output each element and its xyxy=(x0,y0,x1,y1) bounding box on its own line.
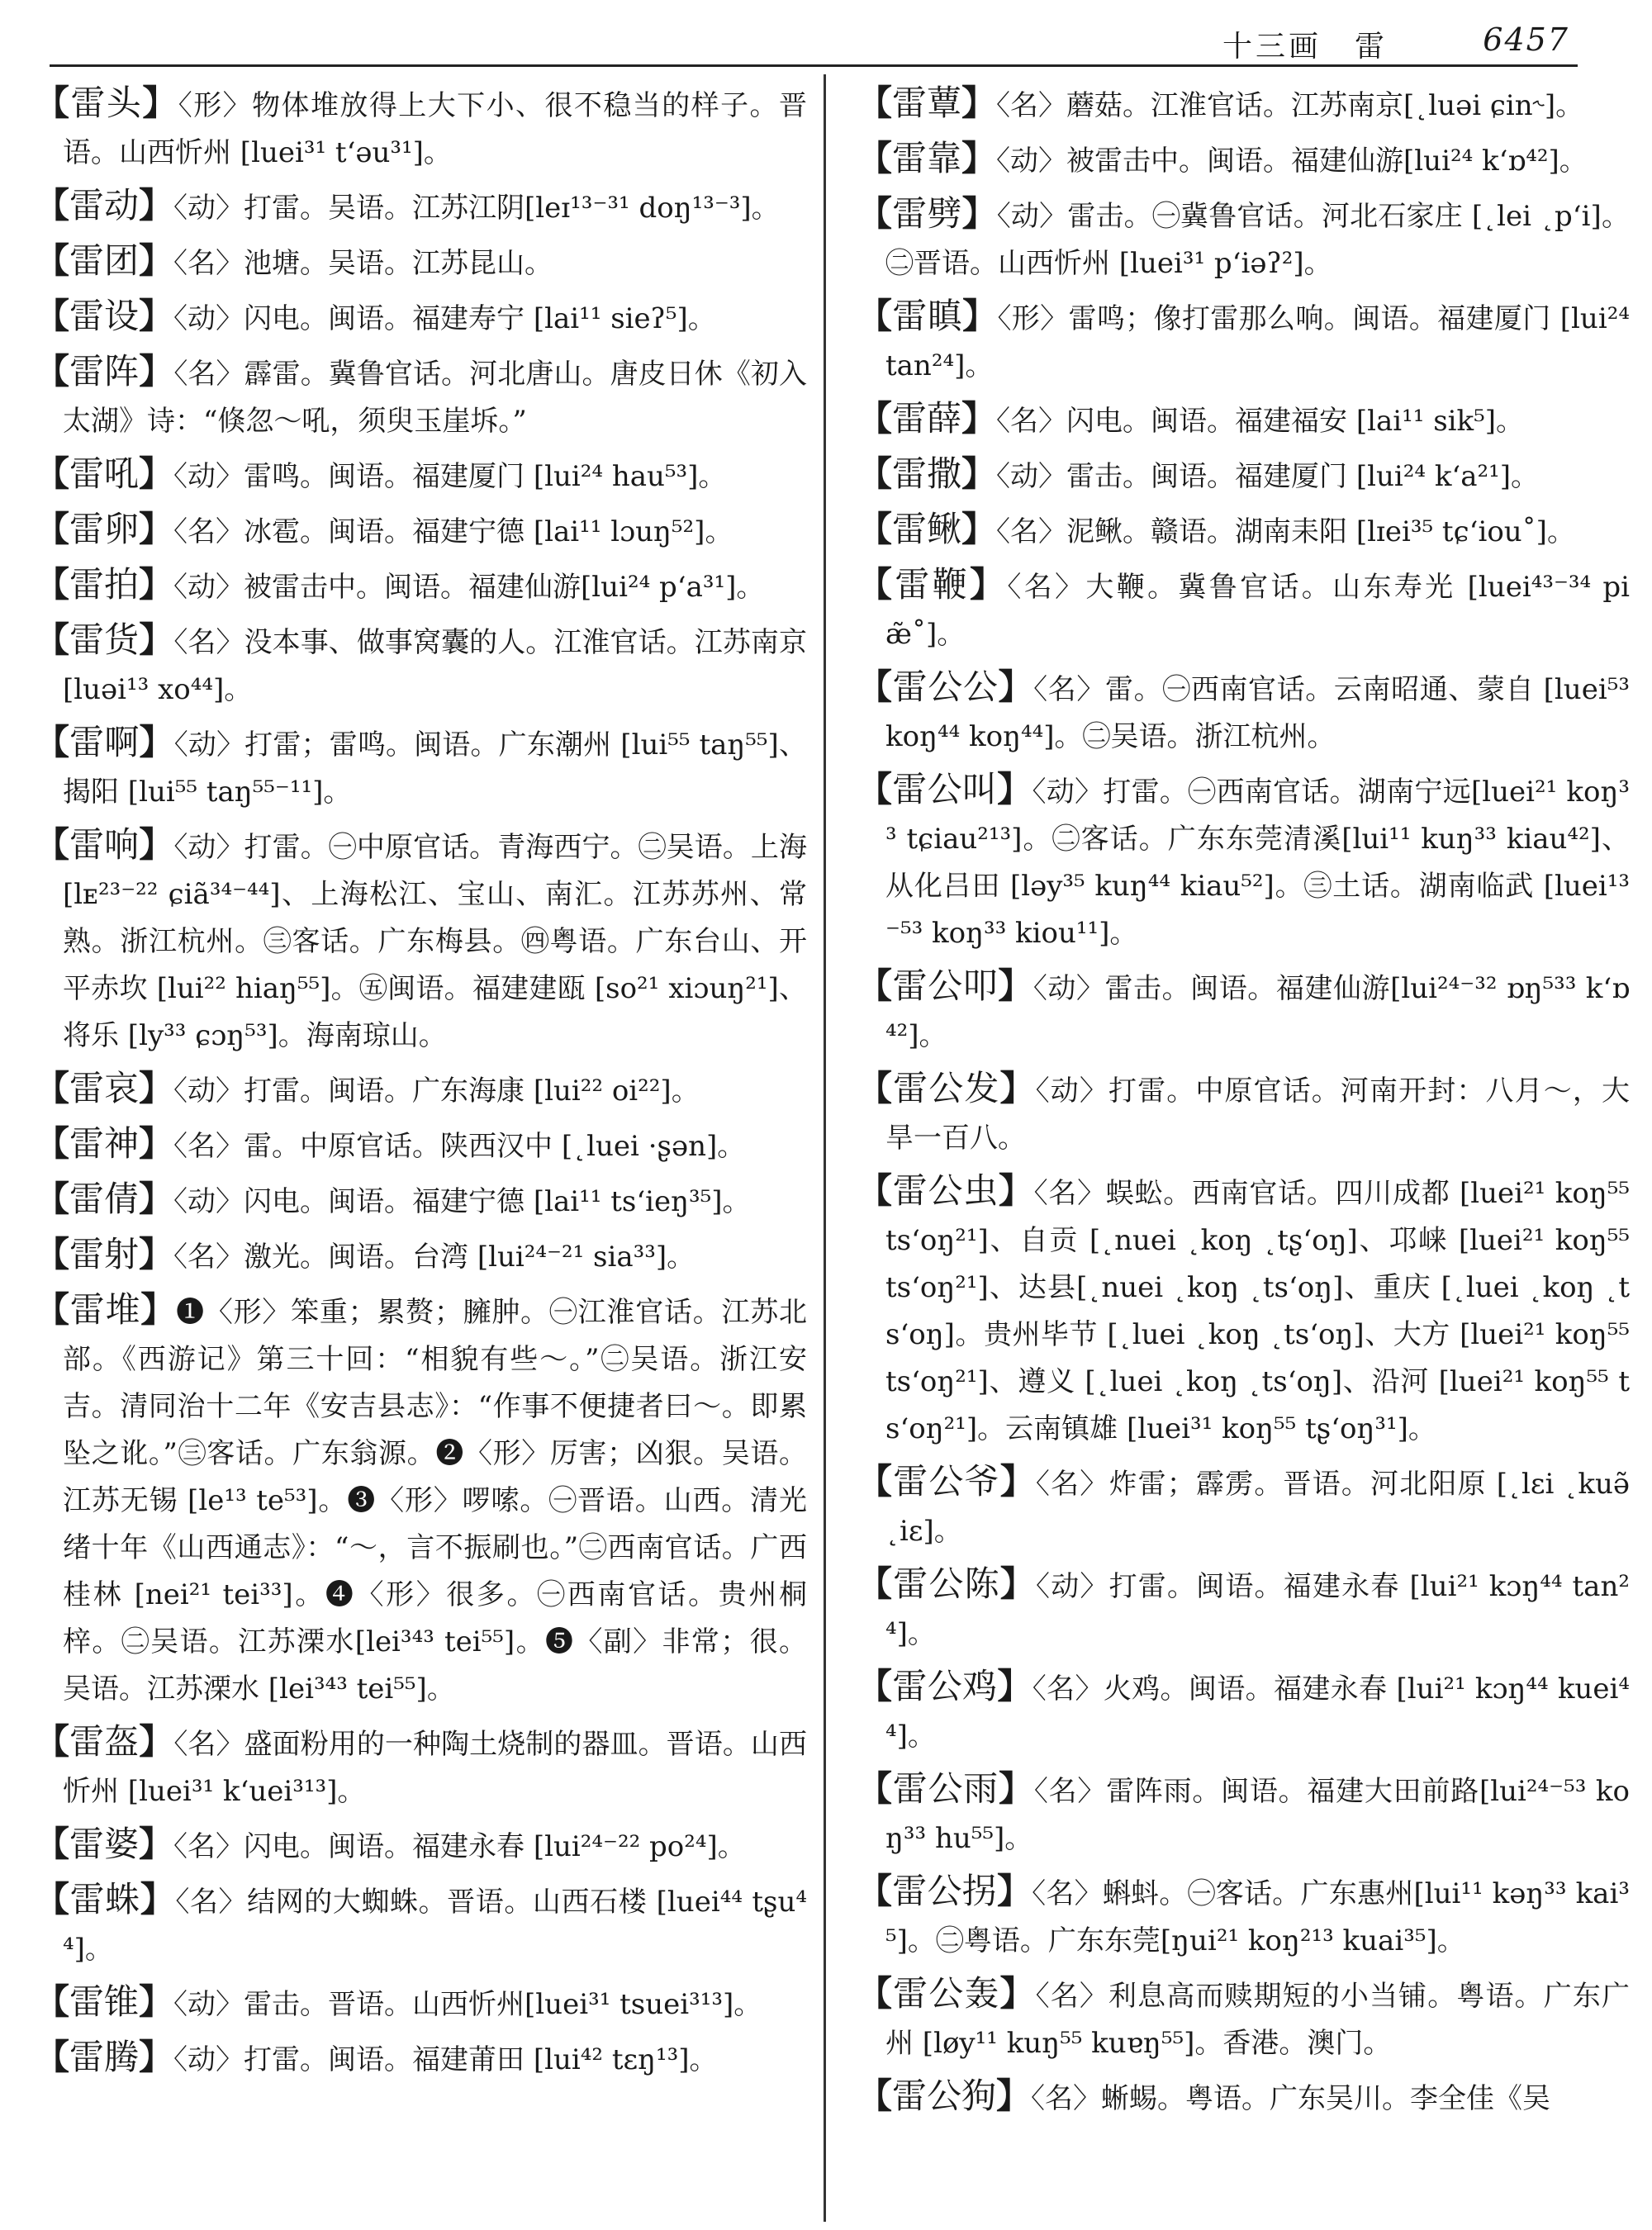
right-column xyxy=(857,79,1630,2223)
entry-definition: 〈名〉蘑菇。江淮官话。江苏南京[˛luəi ɕin˞]。 xyxy=(996,89,1584,122)
entry-definition: 〈动〉雷击。晋语。山西忻州[luei³¹ tsuei³¹³]。 xyxy=(173,1988,762,2021)
entry-headword: 【雷阵】 xyxy=(35,351,174,391)
dictionary-entry xyxy=(857,1458,1630,1555)
dictionary-entry xyxy=(857,1065,1630,1162)
entry-definition: 〈名〉大鞭。冀鲁官话。山东寿光 [luei⁴³⁻³⁴ piæ̃˚]。 xyxy=(885,571,1630,651)
entry-headword: 【雷公发】 xyxy=(857,1068,1036,1108)
entry-headword: 【雷婆】 xyxy=(35,1824,174,1864)
dictionary-entry xyxy=(35,1231,807,1281)
dictionary-entry xyxy=(35,719,807,816)
dictionary-entry xyxy=(857,1765,1630,1862)
entry-headword: 【雷公陈】 xyxy=(857,1563,1036,1604)
dictionary-entry xyxy=(35,1286,807,1713)
entry-headword: 【雷货】 xyxy=(35,619,174,660)
entry-definition: 〈动〉闪电。闽语。福建寿宁 [lai¹¹ sieʔ⁵]。 xyxy=(173,302,716,335)
entry-headword: 【雷啊】 xyxy=(35,722,174,762)
entry-definition: 〈动〉打雷。闽语。福建莆田 [lui⁴² tɛŋ¹³]。 xyxy=(173,2043,718,2076)
entry-headword: 【雷腾】 xyxy=(35,2037,174,2077)
dictionary-entry xyxy=(35,1065,807,1115)
dictionary-entry xyxy=(35,182,807,232)
dictionary-entry xyxy=(857,766,1630,957)
dictionary-entry xyxy=(35,1120,807,1170)
entry-headword: 【雷鳅】 xyxy=(857,509,997,549)
entry-definition: 〈形〉雷鸣；像打雷那么响。闽语。福建厦门 [lui²⁴ tan²⁴]。 xyxy=(885,302,1630,382)
entry-definition: 〈名〉蜥蜴。粤语。广东吴川。李全佳《吴 xyxy=(1031,2082,1551,2115)
dictionary-entry xyxy=(857,1663,1630,1760)
page-number: 6457 xyxy=(1483,21,1569,58)
entry-headword: 【雷堆】 xyxy=(35,1289,177,1330)
entry-definition: 〈形〉物体堆放得上大下小、很不稳当的样子。晋语。山西忻州 [luei³¹ t‘əu³¹]。 xyxy=(63,89,807,169)
dictionary-entry xyxy=(857,190,1630,287)
entry-headword: 【雷响】 xyxy=(35,824,174,865)
entry-headword: 【雷公雨】 xyxy=(857,1768,1034,1809)
dictionary-entry xyxy=(857,1867,1630,1965)
entry-definition: 〈动〉打雷。吴语。江苏江阴[leɪ¹³⁻³¹ doŋ¹³⁻³]。 xyxy=(173,192,780,225)
entry-definition: 〈动〉雷击。闽语。福建仙游[lui²⁴⁻³² ɒŋ⁵³³ k‘ɒ⁴²]。 xyxy=(885,972,1630,1052)
entry-definition: 〈名〉闪电。闽语。福建永春 [lui²⁴⁻²² po²⁴]。 xyxy=(173,1830,746,1863)
dictionary-entry xyxy=(35,1820,807,1871)
dictionary-entry xyxy=(857,505,1630,556)
entry-definition: 〈动〉被雷击中。闽语。福建仙游[lui²⁴ k‘ɒ⁴²]。 xyxy=(996,145,1588,178)
entry-definition: 〈动〉雷击。闽语。福建厦门 [lui²⁴ k‘a²¹]。 xyxy=(996,460,1540,493)
entry-headword: 【雷哀】 xyxy=(35,1068,174,1108)
entry-headword: 【雷公叩】 xyxy=(857,966,1033,1006)
section-title: 十三画 雷 xyxy=(1222,30,1388,64)
entry-definition: 〈名〉蜈蚣。西南官话。四川成都 [luei²¹ koŋ⁵⁵ ts‘oŋ²¹]、自贡 [˛nuei ˛koŋ ˛tʂ‘oŋ]、邛崃 [luei²¹ koŋ⁵⁵ ts‘oŋ²¹]、达县[˛nuei ˛koŋ ˛ts‘oŋ]、重庆 [˛luei ˛koŋ ˛ts‘oŋ]。贵州毕节 [˛luei ˛koŋ ˛ts‘oŋ]、大方 [luei²¹ koŋ⁵⁵ ts‘oŋ²¹]、遵义 [˛luei ˛koŋ ˛ts‘oŋ]、沿河 [luei²¹ koŋ⁵⁵ ts‘oŋ²¹]。云南镇雄 [luei³¹ koŋ⁵⁵ tʂ‘oŋ³¹]。 xyxy=(885,1177,1630,1445)
entry-definition: 〈动〉打雷。闽语。广东海康 [lui²² oi²²]。 xyxy=(173,1075,700,1108)
entry-definition: 〈动〉雷鸣。闽语。福建厦门 [lui²⁴ hau⁵³]。 xyxy=(173,460,727,493)
dictionary-entry xyxy=(35,2033,807,2084)
entry-definition: 〈动〉打雷。中原官话。河南开封：八月～，大旱一百八。 xyxy=(885,1075,1630,1155)
entry-headword: 【雷卵】 xyxy=(35,509,174,549)
dictionary-entry xyxy=(35,505,807,556)
dictionary-entry xyxy=(857,450,1630,501)
entry-headword: 【雷瞋】 xyxy=(857,296,998,336)
entry-definition: 〈动〉打雷。㊀中原官话。青海西宁。㊁吴语。上海 [lᴇ²³⁻²² ɕiã³⁴⁻⁴⁴]、上海松江、宝山、南汇。江苏苏州、常熟。浙江杭州。㊂客话。广东梅县。㊃粤语。广东台山、开平赤坎 [lui²² hiaŋ⁵⁵]。㊄闽语。福建建瓯 [so²¹ xiɔuŋ²¹]、将乐 [ly³³ ɕɔŋ⁵³]。海南琼山。 xyxy=(63,831,807,1052)
entry-headword: 【雷蛛】 xyxy=(35,1879,176,1919)
entry-headword: 【雷公轰】 xyxy=(857,1973,1036,2014)
dictionary-entry xyxy=(857,79,1630,130)
dictionary-entry xyxy=(35,450,807,501)
dictionary-entry xyxy=(857,962,1630,1060)
entry-headword: 【雷公虫】 xyxy=(857,1170,1034,1211)
entry-definition: 〈名〉雷阵雨。闽语。福建大田前路[lui²⁴⁻⁵³ koŋ³³ hu⁵⁵]。 xyxy=(885,1775,1630,1855)
left-column xyxy=(35,79,807,2223)
column-divider xyxy=(824,74,826,2222)
entry-headword: 【雷头】 xyxy=(35,83,178,123)
entry-definition: 〈动〉打雷；雷鸣。闽语。广东潮州 [lui⁵⁵ taŋ⁵⁵]、揭阳 [lui⁵⁵ taŋ⁵⁵⁻¹¹]。 xyxy=(63,728,807,809)
dictionary-entry xyxy=(857,292,1630,390)
dictionary-entry xyxy=(35,1978,807,2028)
dictionary-entry xyxy=(857,1167,1630,1453)
entry-headword: 【雷倩】 xyxy=(35,1179,174,1219)
dictionary-entry xyxy=(857,2072,1630,2123)
entry-definition: 〈名〉没本事、做事窝囊的人。江淮官话。江苏南京 [luəi¹³ xo⁴⁴]。 xyxy=(63,626,807,706)
entry-definition: 〈动〉雷击。㊀冀鲁官话。河北石家庄 [˛lei ˛p‘i]。㊁晋语。山西忻州 [luei³¹ p‘iəʔ²]。 xyxy=(885,200,1630,280)
entry-headword: 【雷公鸡】 xyxy=(857,1666,1032,1706)
dictionary-entry xyxy=(35,616,807,714)
entry-definition: 〈名〉结网的大蜘蛛。晋语。山西石楼 [luei⁴⁴ tʂu⁴⁴]。 xyxy=(63,1886,807,1966)
entry-headword: 【雷盔】 xyxy=(35,1721,174,1762)
entry-headword: 【雷公叫】 xyxy=(857,769,1032,809)
entry-headword: 【雷吼】 xyxy=(35,453,174,494)
entry-headword: 【雷蕈】 xyxy=(857,83,997,123)
dictionary-entry xyxy=(35,821,807,1060)
dictionary-entry xyxy=(35,1175,807,1226)
entry-headword: 【雷锥】 xyxy=(35,1981,174,2022)
dictionary-entry xyxy=(35,79,807,177)
entry-definition: 〈名〉炸雷；霹雳。晋语。河北阳原 [˛lɛi ˛kuə̃ ˛iɛ]。 xyxy=(885,1468,1630,1548)
entry-definition: 〈名〉闪电。闽语。福建福安 [lai¹¹ sik⁵]。 xyxy=(996,405,1525,438)
entry-headword: 【雷靠】 xyxy=(857,138,997,178)
dictionary-entry xyxy=(857,1970,1630,2067)
entry-headword: 【雷设】 xyxy=(35,296,174,336)
entry-definition: 〈动〉被雷击中。闽语。福建仙游[lui²⁴ p‘a³¹]。 xyxy=(173,571,765,604)
entry-definition: 〈名〉冰雹。闽语。福建宁德 [lai¹¹ lɔuŋ⁵²]。 xyxy=(173,515,733,548)
entry-definition: 〈动〉打雷。闽语。福建永春 [lui²¹ kɔŋ⁴⁴ tan²⁴]。 xyxy=(885,1570,1630,1650)
dictionary-entry xyxy=(857,1560,1630,1658)
entry-headword: 【雷射】 xyxy=(35,1234,174,1274)
dictionary-entry xyxy=(857,663,1630,761)
dictionary-entry xyxy=(857,135,1630,185)
entry-headword: 【雷神】 xyxy=(35,1123,174,1164)
dictionary-entry xyxy=(35,237,807,287)
entry-definition: 〈动〉打雷。㊀西南官话。湖南宁远[luei²¹ koŋ³³ tɕiau²¹³]。㊁客话。广东东莞清溪[lui¹¹ kuŋ³³ kiau⁴²]、从化吕田 [ləy³⁵ kuŋ⁴⁴ kiau⁵²]。㊂土话。湖南临武 [luei¹³⁻⁵³ koŋ³³ kiou¹¹]。 xyxy=(885,776,1630,950)
page-header xyxy=(50,15,1578,67)
dictionary-entry xyxy=(35,561,807,611)
entry-definition: 〈名〉雷。中原官话。陕西汉中 [˛luei ·ʂən]。 xyxy=(173,1130,746,1163)
entry-definition: 〈名〉雷。㊀西南官话。云南昭通、蒙自 [luei⁵³ koŋ⁴⁴ koŋ⁴⁴]。㊁吴语。浙江杭州。 xyxy=(885,673,1630,753)
entry-headword: 【雷拍】 xyxy=(35,564,174,605)
dictionary-entry xyxy=(857,395,1630,445)
entry-headword: 【雷鞭】 xyxy=(857,564,1008,605)
dictionary-entry xyxy=(35,1718,807,1815)
entry-headword: 【雷撒】 xyxy=(857,453,997,494)
entry-definition: 〈动〉闪电。闽语。福建宁德 [lai¹¹ ts‘ieŋ³⁵]。 xyxy=(173,1185,751,1218)
entry-definition: 〈名〉激光。闽语。台湾 [lui²⁴⁻²¹ sia³³]。 xyxy=(173,1241,695,1274)
entry-definition: 〈名〉利息高而赎期短的小当铺。粤语。广东广州 [løy¹¹ kuŋ⁵⁵ kuɐŋ⁵⁵]。香港。澳门。 xyxy=(885,1980,1630,2060)
entry-definition: 〈名〉泥鳅。赣语。湖南耒阳 [lɪei³⁵ tɕ‘iou˚]。 xyxy=(996,515,1575,548)
dictionary-entry xyxy=(35,292,807,343)
entry-definition: 〈名〉霹雷。冀鲁官话。河北唐山。唐皮日休《初入太湖》诗：“倏忽～吼，须臾玉崖坼。” xyxy=(63,358,807,438)
entry-definition: 〈名〉蝌蚪。㊀客话。广东惠州[lui¹¹ kəŋ³³ kai³⁵]。㊁粤语。广东东莞[ŋui²¹ koŋ²¹³ kuai³⁵]。 xyxy=(885,1877,1630,1957)
entry-definition: ❶〈形〉笨重；累赘；臃肿。㊀江淮官话。江苏北部。《西游记》第三十回：“相貌有些～。”㊁吴语。浙江安吉。清同治十二年《安吉县志》：“作事不便捷者曰～。即累坠之讹。”㊂客话。广东翁源。❷〈形〉厉害；凶狠。吴语。江苏无锡 [le¹³ te⁵³]。❸〈形〉啰嗦。㊀晋语。山西。清光绪十年《山西通志》：“～，言不振刷也。”㊁西南官话。广西桂林 [nei²¹ tei³³]。❹〈形〉很多。㊀西南官话。贵州桐梓。㊁吴语。江苏溧水[lei³⁴³ tei⁵⁵]。❺〈副〉非常；很。吴语。江苏溧水 [lei³⁴³ tei⁵⁵]。 xyxy=(63,1296,807,1706)
entry-headword: 【雷团】 xyxy=(35,240,174,281)
entry-headword: 【雷劈】 xyxy=(857,193,997,234)
entry-headword: 【雷公公】 xyxy=(857,667,1034,707)
entry-definition: 〈名〉火鸡。闽语。福建永春 [lui²¹ kɔŋ⁴⁴ kuei⁴⁴]。 xyxy=(885,1672,1630,1753)
dictionary-entry xyxy=(35,1876,807,1973)
entry-headword: 【雷公爷】 xyxy=(857,1461,1036,1502)
dictionary-entry xyxy=(35,348,807,445)
entry-headword: 【雷公拐】 xyxy=(857,1871,1032,1911)
entry-definition: 〈名〉池塘。吴语。江苏昆山。 xyxy=(173,247,553,280)
dictionary-entry xyxy=(857,561,1630,658)
entry-headword: 【雷动】 xyxy=(35,185,174,225)
entry-headword: 【雷薛】 xyxy=(857,398,997,439)
entry-headword: 【雷公狗】 xyxy=(857,2076,1032,2116)
entry-definition: 〈名〉盛面粉用的一种陶土烧制的器皿。晋语。山西忻州 [luei³¹ k‘uei³¹³]。 xyxy=(63,1728,807,1808)
